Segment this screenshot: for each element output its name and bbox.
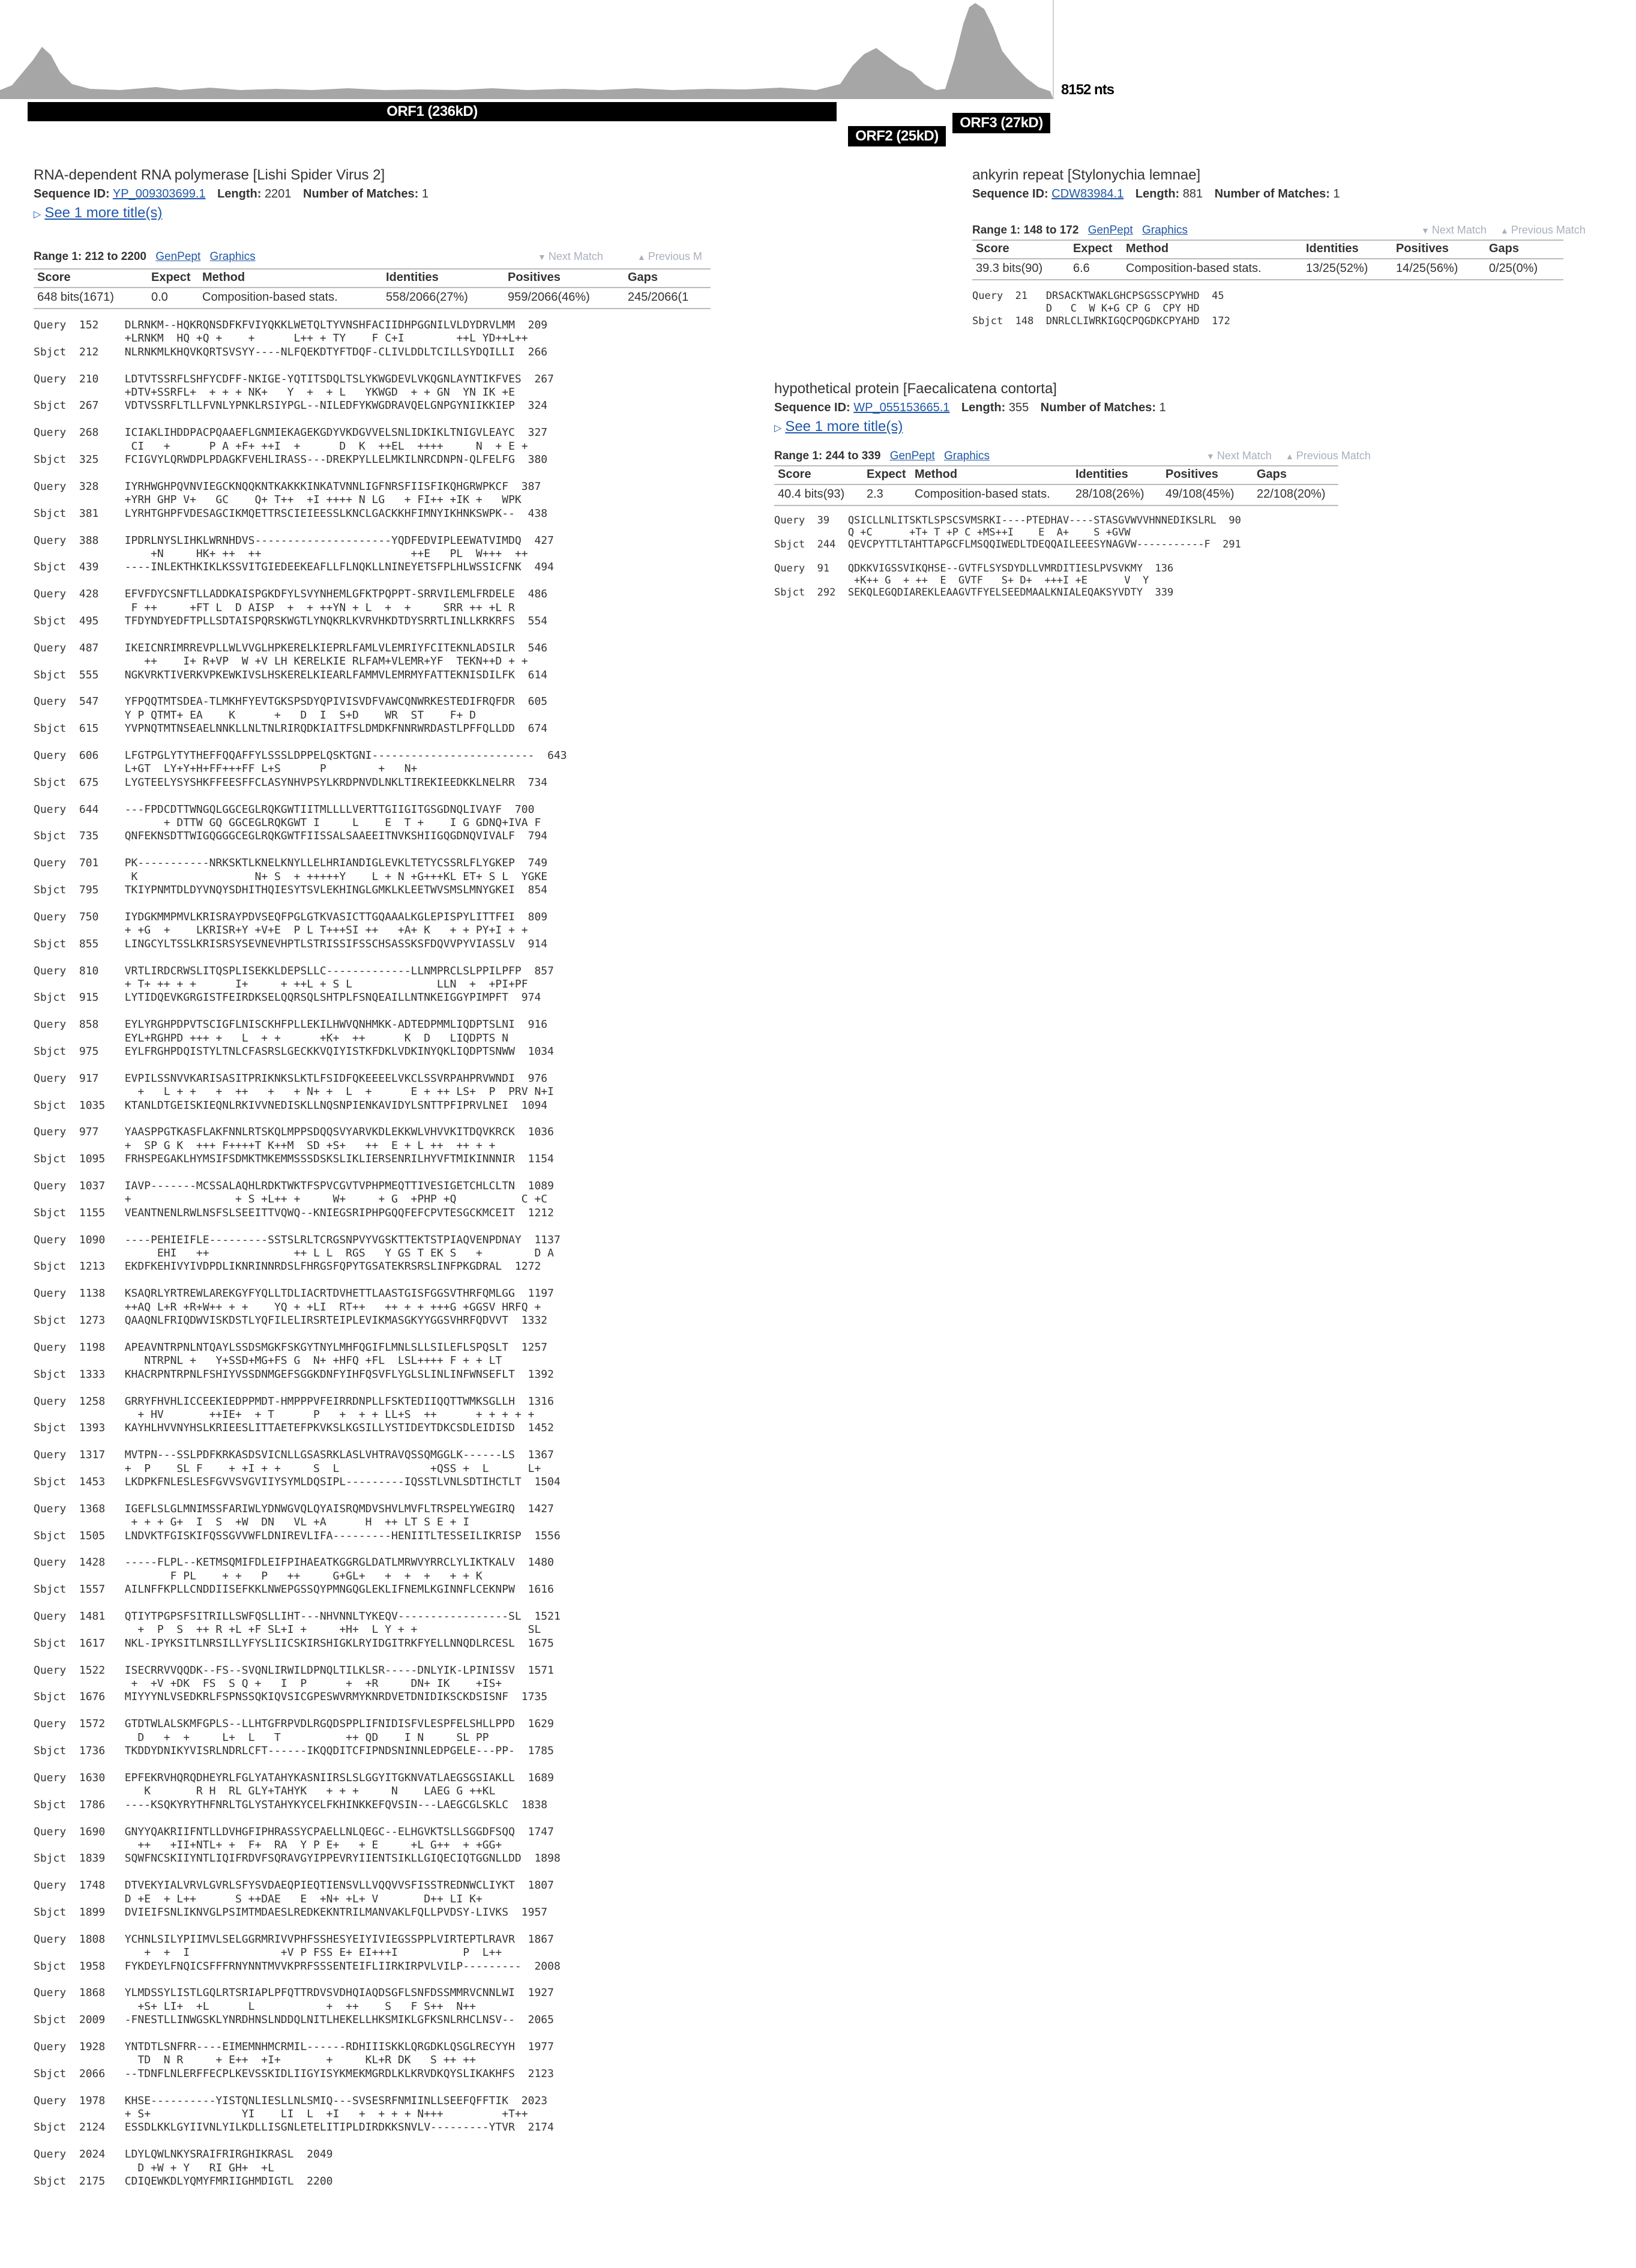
alignment-text: Query 21 DRSACKTWAKLGHCPSGSSCPYWHD 45 D C W K+G CP G CPY HD Sbjct 148 DNRLCLIWRKIGQCPQGDKCPYAHD 172: [972, 290, 1230, 327]
hit-meta: Sequence ID: CDW83984.1 Length: 881 Number of Matches: 1: [972, 187, 1340, 201]
orf3-bar: [952, 113, 1050, 133]
range-label: Range 1: 212 to 2200: [34, 250, 146, 263]
range-label: Range 1: 244 to 339: [774, 450, 881, 462]
hit-title: RNA-dependent RNA polymerase [Lishi Spider Virus 2]: [34, 167, 385, 183]
up-triangle-icon: ▲: [1286, 451, 1294, 461]
previous-match-button[interactable]: ▲ Previous Match: [1500, 224, 1586, 236]
down-triangle-icon: ▼: [538, 252, 546, 262]
orf3-label: ORF3 (27kD): [960, 115, 1043, 131]
range-label: Range 1: 148 to 172: [972, 224, 1079, 237]
stats-value-row: 40.4 bits(93) 2.3 Composition-based stats. 28/108(26%) 49/108(45%) 22/108(20%): [774, 484, 1338, 505]
down-triangle-icon: ▼: [1421, 226, 1430, 235]
matches-value: 1: [1159, 401, 1166, 414]
up-triangle-icon: ▲: [1500, 226, 1509, 235]
stats-header-row: Score Expect Method Identities Positives Gaps: [774, 466, 1338, 484]
down-triangle-icon: ▼: [1206, 451, 1215, 461]
hit-meta: Sequence ID: YP_009303699.1 Length: 2201 Number of Matches: 1: [34, 187, 429, 201]
genpept-link[interactable]: GenPept: [1087, 224, 1133, 237]
length-value: 881: [1182, 187, 1203, 201]
more-titles-link[interactable]: ▷ See 1 more title(s): [34, 205, 163, 221]
alignment-stats-table: [774, 465, 1338, 506]
matches-value: 1: [421, 187, 429, 201]
up-triangle-icon: ▲: [637, 252, 646, 262]
length-value: 2201: [264, 187, 292, 201]
sequence-id-link[interactable]: YP_009303699.1: [112, 187, 206, 201]
graphics-link[interactable]: Graphics: [1141, 224, 1188, 237]
alignment-stats-table: [34, 268, 711, 309]
sequence-id-link[interactable]: WP_055153665.1: [853, 401, 950, 414]
more-titles-link[interactable]: ▷ See 1 more title(s): [774, 418, 903, 435]
graphics-link[interactable]: Graphics: [943, 450, 990, 462]
hit-panel-hypothetical: [774, 381, 1374, 599]
hit-panel-rdrp: [34, 167, 718, 2188]
orf2-bar: [848, 126, 946, 146]
range-row: [34, 250, 711, 264]
previous-match-button[interactable]: ▲ Previous M: [637, 250, 702, 262]
stats-value-row: 648 bits(1671) 0.0 Composition-based stats. 558/2066(27%) 959/2066(46%) 245/2066(1: [34, 288, 711, 309]
alignment-text: Query 152 DLRNKM--HQKRQNSDFKFVIYQKKLWETQLTYVNSHFACIIDHPGGNILVLDYDRVLMM 209 +LRNKM HQ +Q + + L++ + TY F C+I ++L YD++L++ Sbjct 212 NLRNKMLKHQVKQRTSVSYY----NLFQEKDTYFTDQF-CLIVLDDLTCILLSYDQILLI 266 Query 210 LDTVTSSRFLSHFYCDFF-NKIGE-YQTITSDQLTSLYKWGDEVLVKQGNLAYNTIKFVES 267 +DTV+SSRFL+ + + + NK+ Y + + L YKWGD + + GN YN IK +E Sbjct 267 VDTVSSRFLTLLFVNLYPNKLRSIYPGL--NILEDFYKWGDRAVQELGNPGYNIIKKIEP 324 Query 268 ICIAKLIHDDPACPQAAEFLGNMIEKAGEKGDYVKDGVVELSNLIDKIKLTNIGVLEAYC 327 CI + P A +F+ ++I + D K ++EL ++++ N + E + Sbjct 325 FCIGVYLQRWDPLPDAGKFVEHLIRASS---DREKPYLLELMKILNRCDNPN-QLFELFG 380 Query 328 IYRHWGHPQVNVIEGCKNQQKNTKAKKKINKATVNNLIGFNRSFIISFIKQHGRWPKCF 387 +YRH GHP V+ GC Q+ T++ +I ++++ N LG + FI++ +IK + WPK Sbjct 381 LYRHTGHPFVDESAGCIKMQETTRSCIEIEESSLKNCLGACKKHFIMNYIKHNKSWPK-- 438 Query 388 IPDRLNYSLIHKLWRNHDVS---------------------YQDFEDVIPLEEWATVIMDQ 427 +N HK+ ++ ++ ++E PL W+++ ++ Sbjct 439 ----INLEKTHKIKLKSSVITGIEDEEKEAFLLFLNQKLLNINEYETSFPLHLWSSICFNK 494 Query 428 EFVFDYCSNFTLLADDKAISPGKDFYLSVYNHEMLGFKTPQPPT-SRRVILEMLFRDELE 486 F ++ +FT L D AISP + + ++YN + L + + SRR ++ +L R Sbjct 495 TFDYNDYEDFTPLLSDTAISPQRSKWGTLYNQKRLKVRVHKDTDYSRRTLINLLKRKRFS 554 Query 487 IKEICNRIMRREVPLLWLVVGLHPKERELKIEPRLFAMLVLEMRIYFCITEKNLADSILR 546 ++ I+ R+VP W +V LH KERELKIE RLFAM+VLEMR+YF TEKN++D + + Sbjct 555 NGKVRKTIVERKVPKEWKIVSLHSKERELKIEARLFAMMVLEMRMYFATTEKNISDILFK 614 Query 547 YFPQQTMTSDEA-TLMKHFYEVTGKSPSDYQPIVISVDFVAWCQNWRKESTEDIFRQFDR 605 Y P QTMT+ EA K + D I S+D WR ST F+ D Sbjct 615 YVPNQTMTNSEAELNNKLLNLTNLRIRQDKIAITFSLDMDKFNNRWRDASTLPFFQLLDD 674 Query 606 LFGTPGLYTYTHEFFQQAFFYLSSSLDPPELQSKTGNI------------------------- 643 L+GT LY+Y+H+FF+++FF L+S P + N+ Sbjct 675 LYGTEELYSYSHKFFEESFFCLASYNHVPSYLKRDPNVDLNKLTIREKIEEDKKLNELRR 734 Query 644 ---FPDCDTTWNGQLGGCEGLRQKGWTIITMLLLLVERTTGIIGITGSGDNQLIVAYF 700 + DTTW GQ GGCEGLRQKGWT I L E T + I G GDNQ+IVA F Sbjct 735 QNFEKNSDTTWIGQGGGCEGLRQKGWTFIISSALSAAEEITNVKSHIIGQGDNQVIVALF 794 Query 701 PK-----------NRKSKTLKNELKNYLLELHRIANDIGLEVKLTETYCSSRLFLYGKEP 749 K N+ S + +++++Y L + N +G+++KL ET+ S L YGKE Sbjct 795 TKIYPNMTDLDYVNQYSDHITHQIESYTSVLEKHINGLGMKLKLEETWVSMSLMNYGKEI 854 Query 750 IYDGKMMPMVLKRISRAYPDVSEQFPGLGTKVASICTTGQAAALKGLEPISPYLITTFEI 809 + +G + LKRISR+Y +V+E P L T+++SI ++ +A+ K + + PY+I + + Sbjct 855 LINGCYLTSSLKRISRSYSEVNEVHPTLSTRISSIFSSCHSASSKSFDQVVPYVIASSLV 914 Query 810 VRTLIRDCRWSLITQSPLISEKKLDEPSLLC-------------LLNMPRCLSLPPILPFP 857 + T+ ++ + + I+ + ++L + S L LLN + +PI+PF Sbjct 915 LYTIDQEVKGRGISTFEIRDKSELQQRSQLSHTPLFSNQEAILLNTNKEIGGYPIMPFT 974 Query 858 EYLYRGHPDPVTSCIGFLNISCKHFPLLEKILHWVQNHMKK-ADTEDPMMLIQDPTSLNI 916 EYL+RGHPD +++ + L + + +K+ ++ K D LIQDPTS N Sbjct 975 EYLFRGHPDQISTYLTNLCFASRSLGECKKVQIYISTKFDKLVDKINYQKLIQDPTSNWW 1034 Query 917 EVPILSSNVVKARISASITPRIKNKSLKTLFSIDFQKEEEELVKCLSSVRPAHPRVWNDI 976 + L + + + ++ + + N+ + L + E + ++ LS+ P PRV N+I Sbjct 1035 KTANLDTGEISKIEQNLRKIVVNEDISKLLNQSNPIENKAVIDYLSNTTPFIPRVLNEI 1094 Query 977 YAASPPGTKASFLAKFNNLRTSKQLMPPSDQQSVYARVKDLEKKWLVHVVKITDQVKRCK 1036 + SP G K +++ F++++T K++M SD +S+ ++ E + L ++ ++ + + Sbjct 1095 FRHSPEGAKLHYMSIFSDMKTMKEMMSSSDSKSLIKLIERSENRILHYVFTMIKINNNIR 1154 Query 1037 IAVP-------MCSSALAQHLRDKTWKTFSPVCGVTVPHPMEQTTIVESIGETCHLCLTN 1089 + + S +L++ + W+ + G +PHP +Q C +C Sbjct 1155 VEANTNENLRWLNSFSLSEEITTVQWQ--KNIEGSRIPHPGQQFEFCPVTESGCKMCEIT 1212 Query 1090 ----PEHIEIFLE---------SSTSLRLTCRGSNPVYVGSKTTEKTSTPIAQVENPDNAY 1137 EHI ++ ++ L L RGS Y GS T EK S + D A Sbjct 1213 EKDFKEHIVYIVDPDLIKNRINNRDSLFHRGSFQPYTGSATEKRSRSLINFPKGDRAL 1272 Query 1138 KSAQRLYRTREWLAREKGYFYQLLTDLIACRTDVHETTLAASTGISFGGSVTHRFQMLGG 1197 ++AQ L+R +R+W++ + + YQ + +LI RT++ ++ + + +++G +GGSV HRFQ + Sbjct 1273 QAAQNLFRIQDWVISKDSTLYQFILELIRSRTEIPLEVIKMASGKYYGGSVHRFQDVVT 1332 Query 1198 APEAVNTRPNLNTQAYLSSDSMGKFSKGYTNYLMHFQGIFLMNLSLLSILEFLSPQSLT 1257 NTRPNL + Y+SSD+MG+FS G N+ +HFQ +FL LSL++++ F + + LT Sbjct 1333 KHACRPNTRPNLFSHIYVSSDNMGEFSGGKDNFYIHFQSVFLYGLSLINLINFWNSEFLT 1392 Query 1258 GRRYFHVHLICCEEKIEDPPMDT-HMPPPVFEIRRDNPLLFSKTEDIIQQTTWMKSGLLH 1316 + HV ++IE+ + T P + + + LL+S ++ + + + + + Sbjct 1393 KAYHLHVVNYHSLKRIEESLITTAETEFPKVKSLKGSILLYSTIDEYTDKCSDLEIDISD 1452 Query 1317 MVTPN---SSLPDFKRKASDSVICNLLGSASRKLASLVHTRAVQSSQMGGLK------LS 1367 + P SL F + +I + + S L +QSS + L L+ Sbjct 1453 LKDPKFNLESLESFGVVSVGVIIYSYMLDQSIPL---------IQSSTLVNLSDTIHCTLT 1504 Query 1368 IGEFLSLGLMNIMSSFARIWLYDNWGVQLQYAISRQMDVSHVLMVFLTRSPELYWEGIRQ 1427 + + + G+ I S +W DN VL +A H ++ LT S E + I Sbjct 1505 LNDVKTFGISKIFQSSGVVWFLDNIREVLIFA---------HENIITLTESSEILIKRISP 1556 Query 1428 -----FLPL--KETMSQMIFDLEIFPIHAEATKGGRGLDATLMRWVYRRCLYLIKTKALV 1480 F PL + + P ++ G+GL+ + + + + + K Sbjct 1557 AILNFFKPLLCNDDIISEFKKLNWEPGSSQYPMNGQGLEKLIFNEMLKGINNFLCEKNPW 1616 Query 1481 QTIYTPGPSFSITRILLSWFQSLLIHT---NHVNNLTYKEQV-----------------SL 1521 + P S ++ R +L +F SL+I + +H+ L Y + + SL Sbjct 1617 NKL-IPYKSITLNRSILLYFYSLIICSKIRSHIGKLRYIDGITRKFYELLNNQDLRCESL 1675 Query 1522 ISECRRVVQQDK--FS--SVQNLIRWILDPNQLTILKLSR-----DNLYIK-LPINISSV 1571 + +V +DK FS S Q + I P + +R DN+ IK +IS+ Sbjct 1676 MIYYYNLVSEDKRLFSPNSSQKIQVSICGPESWVRMYKNRDVETDNIDIKSCKDSISNF 1735 Query 1572 GTDTWLALSKMFGPLS--LLHTGFRPVDLRGQDSPPLIFNIDISFVLESPFELSHLLPPD 1629 D + + L+ L T ++ QD I N SL PP Sbjct 1736 TKDDYDNIKYVISRLNDRLCFT------IKQQDITCFIPNDSNINNLEDPGELE---PP- 1785 Query 1630 EPFEKRVHQRQDHEYRLFGLYATAHYKASNIIRSLSLGGYITGKNVATLAEGSGSIAKLL 1689 K R H RL GLY+TAHYK + + + N LAEG G ++KL Sbjct 1786 ----KSQKYRYTHFNRLTGLYSTAHYKYCELFKHINKKEFQVSIN---LAEGCGLSKLC 1838 Query 1690 GNYYQAKRIIFNTLLDVHGFIPHRASSYCPAELLNLQEGC--ELHGVKTSLLSGGDFSQQ 1747 ++ +II+NTL+ + F+ RA Y P E+ + E +L G++ + +GG+ Sbjct 1839 SQWFNCSKIIYNTLIQIFRDVFSQRAVGYIPPEVRYIIENTSIKLLGIQECIQTGGNLLDD 1898 Query 1748 DTVEKYIALVRVLGVRLSFYSVDAEQPIEQTIENSVLLVQQVVSFISSTREDNWCLIYKT 1807 D +E + L++ S ++DAE E +N+ +L+ V D++ LI K+ Sbjct 1899 DVIEIFSNLIKNVGLPSIMTMDAESLREDKEKNTRILMANVAKLFQLLPVDSY-LIVKS 1957 Query 1808 YCHNLSILYPIIMVLSELGGRMRIVVPHFSSHESYEIYIVIEGSSPPLVIRTEPTLRAVR 1867 + + I +V P FSS E+ EI+++I P L++ Sbjct 1958 FYKDEYLFNQICSFFFRNYNNTMVVKPRFSSSENTEIFLIIRKIRPVLVILP--------- 2008 Query 1868 YLMDSSYLISTLGQLRTSRIAPLPFQTTRDVSVDHQIAQDSGFLSNFDSSMMRVCNNLWI 1927 +S+ LI+ +L L + ++ S F S++ N++ Sbjct 2009 -FNESTLLINWGSKLYNRDHNSLNDDQLNITLHEKELLHKSMIKLGFKSNLRHCLNSV-- 2065 Query 1928 YNTDTLSNFRR----EIMEMNHMCRMIL------RDHIIISKKLQRGDKLQSGLRECYYH 1977 TD N R + E++ +I+ + KL+R DK S ++ ++ Sbjct 2066 --TDNFLNLERFFECPLKEVSSKIDLIIGYISYKMEKMGRDLKLKRVDKQYSLIKAKHFS 2123 Query 1978 KHSE----------YISTQNLIESLLNLSMIQ---SVSESRFNMIINLLSEEFQFFTIK 2023 + S+ YI LI L +I + + + + N+++ +T++ Sbjct 2124 ESSDLKKLGYIIVNLYILKDLLISGNLETELITIPLDIRDKKSNVLV---------YTVR 2174 Query 2024 LDYLQWLNKYSRAIFRIRGHIKRASL 2049 D +W + Y RI GH+ +L Sbjct 2175 CDIQEWKDLYQMYFMRIIGHMDIGTL 2200: [34, 319, 567, 2188]
genpept-link[interactable]: GenPept: [155, 250, 201, 263]
range-row: [774, 450, 1374, 463]
alignment-text: Query 39 QSICLLNLITSKTLSPSCSVMSRKI----PTEDHAV----STASGVWVVHNNEDIKSLRL 90 Q +C +T+ T +P C +MS++I E A+ S +GVW Sbjct 244 QEVCPYTTLTAHTTAPGCFLMSQQIWEDLTDEQQAILEEESYNAGVW-----------F 291 Query 91 QDKKVIGSSVIKQHSE--GVTFLSYSDYDLLVMRDITIESLPVSVKMY 136 +K++ G + ++ E GVTF S+ D+ +++I +E V Y Sbjct 292 SEKQLEGQDIAREKLEAAGVTFYELSEEDMAALKNIALEQAKSYVDTY 339: [774, 514, 1241, 599]
hit-title: ankyrin repeat [Stylonychia lemnae]: [972, 167, 1201, 183]
alignment-stats-table: [972, 240, 1563, 280]
genpept-link[interactable]: GenPept: [889, 450, 935, 462]
coverage-graph: [0, 0, 1056, 102]
orf1-label: ORF1 (236kD): [386, 103, 478, 119]
next-match-button[interactable]: ▼ Next Match: [1421, 224, 1487, 236]
hit-meta: Sequence ID: WP_055153665.1 Length: 355 Number of Matches: 1: [774, 401, 1166, 414]
orf1-bar: [28, 102, 837, 121]
previous-match-button[interactable]: ▲ Previous Match: [1286, 450, 1371, 462]
stats-header-row: Score Expect Method Identities Positives Gaps: [972, 240, 1563, 259]
hit-panel-ankyrin: [972, 167, 1586, 328]
length-value: 355: [1008, 401, 1029, 414]
next-match-button[interactable]: ▼ Next Match: [1206, 450, 1272, 462]
expand-triangle-icon: ▷: [774, 423, 782, 433]
hit-title: hypothetical protein [Faecalicatena contorta]: [774, 381, 1057, 397]
graphics-link[interactable]: Graphics: [209, 250, 256, 263]
expand-triangle-icon: ▷: [34, 210, 41, 220]
genome-length-label: 8152 nts: [1061, 82, 1114, 98]
orf2-label: ORF2 (25kD): [855, 128, 939, 144]
range-row: [972, 224, 1586, 237]
stats-value-row: 39.3 bits(90) 6.6 Composition-based stats. 13/25(52%) 14/25(56%) 0/25(0%): [972, 259, 1563, 280]
next-match-button[interactable]: ▼ Next Match: [538, 250, 603, 262]
sequence-id-link[interactable]: CDW83984.1: [1051, 187, 1124, 201]
stats-header-row: Score Expect Method Identities Positives Gaps: [34, 269, 711, 288]
matches-value: 1: [1333, 187, 1340, 201]
